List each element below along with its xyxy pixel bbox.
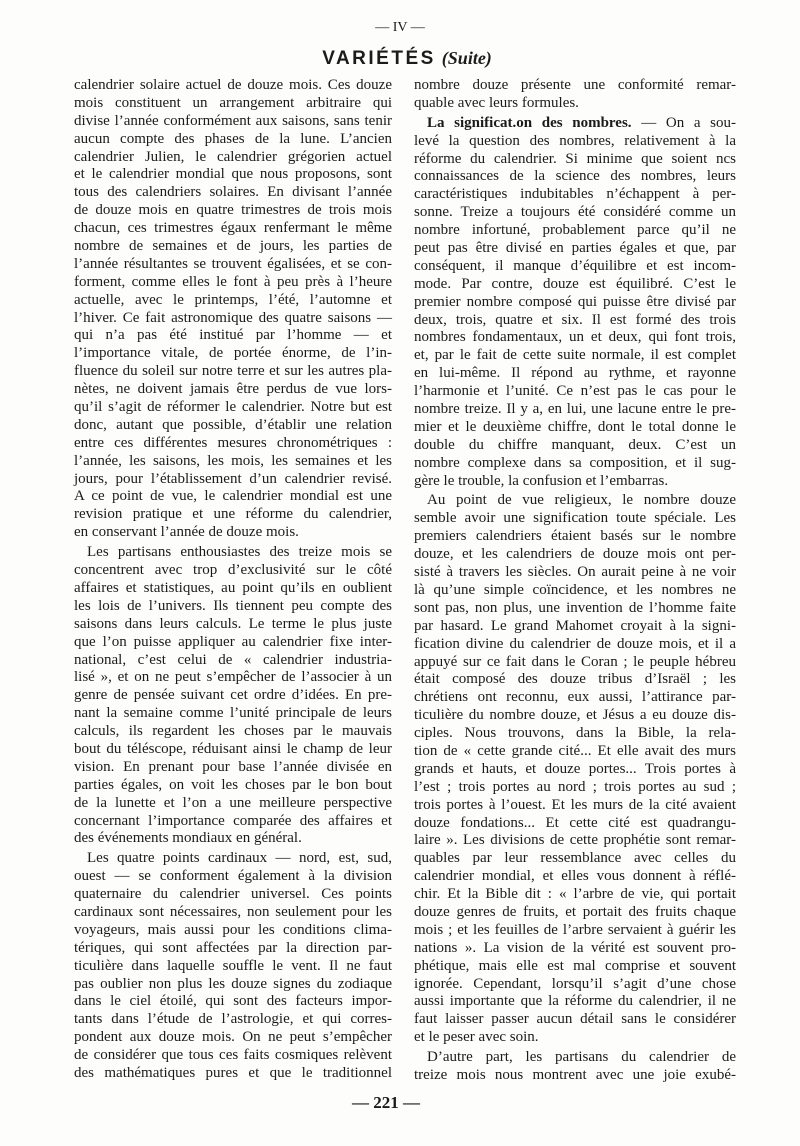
text-line: douze, et les calendriers de douze mois ont per- bbox=[414, 546, 736, 563]
text-line: premiers calendriers étaient basés sur le nombre bbox=[414, 528, 736, 545]
text-line: et le calendrier mondial que nous proposons, sont bbox=[74, 166, 392, 183]
section-heading: La significat.on des nombres. bbox=[427, 114, 632, 131]
text-line: Les partisans enthousiastes des treize mois se bbox=[87, 544, 392, 561]
text-line: deux, trois, quatre et six. Il est formé des trois bbox=[414, 311, 736, 328]
text-line: chacun, ces trimestres égaux renfermant le même bbox=[74, 220, 392, 237]
text-line: l’importance vitale, de portée énorme, de l’in- bbox=[74, 345, 392, 362]
text-line: aussi importante que la réforme du calendrier, il ne bbox=[414, 993, 736, 1010]
text-line: lisé », et on ne peut s’empêcher de l’associer à un bbox=[74, 669, 392, 686]
text-line: l’année résultantes se trouvent égalisées, et se con- bbox=[74, 255, 392, 272]
text-line: mier et le deuxième chiffre, dont le total donne le bbox=[414, 418, 736, 435]
text-line: voyageurs, mais aussi pour les conditions clima- bbox=[74, 921, 392, 938]
text-line: par hasard. Le grand Mahomet croyait à la signi- bbox=[414, 617, 736, 634]
text-line: nombres fondamentaux, un et deux, qui font trois, bbox=[414, 329, 736, 346]
text-line: concernant l’importance comparée des affaires et bbox=[74, 812, 392, 829]
text-line: affaires et statistiques, au point qu’ils en oublient bbox=[74, 579, 392, 596]
text-line: conséquent, il manque d’équilibre et est incom- bbox=[414, 257, 736, 274]
text-line: ticulière du nombre douze, et Jésus a eu douze dis- bbox=[414, 707, 736, 724]
page-number: — 221 — bbox=[352, 1093, 420, 1112]
text-line: nombre treize. Il y a, en lui, une lacune entre le pre- bbox=[414, 401, 736, 418]
text-line: Les quatre points cardinaux — nord, est, sud, bbox=[87, 850, 392, 867]
text-line: sont pas, non plus, une invention de l’homme faite bbox=[414, 599, 736, 616]
left-column bbox=[74, 77, 392, 1083]
text-line: de la lunette et l’on a une meilleure perspective bbox=[74, 794, 392, 811]
text-line: concentrent avec trop d’exclusivité sur le côté bbox=[74, 562, 392, 579]
text-line: qui n’a pas été institué par l’homme — et bbox=[74, 327, 392, 344]
text-line: était composé des douze tribus d’Israël ; les bbox=[414, 671, 736, 688]
text-line: bout du téléscope, réduisant ainsi le champ de leur bbox=[74, 740, 392, 757]
text-line: en lui-même. Il répond au rythme, et rayonne bbox=[414, 365, 736, 382]
text-line: nombre infortuné, probablement parce qu’il ne bbox=[414, 222, 736, 239]
text-line: calendrier mondial, et elles vous donnent à réflé- bbox=[414, 868, 736, 885]
text-line: trois portes à l’ouest. Et les murs de la cité avaient bbox=[414, 796, 736, 813]
text-line: ciples. Nous trouvons, dans la Bible, la rela- bbox=[414, 725, 736, 742]
text-line: tous des calendriers solaires. En divisant l’année bbox=[74, 184, 392, 201]
text-line: divise l’année conformément aux saisons, sans tenir bbox=[74, 112, 392, 129]
text-line: et le peser avec soin. bbox=[414, 1029, 539, 1046]
text-line: fluence du soleil sur notre terre et sur les autres pla- bbox=[74, 363, 392, 380]
text-line: appuyé sur ce fait dans le Coran ; le peuple hébreu bbox=[414, 653, 736, 670]
text-line: l’harmonie et l’unité. Ce n’est pas le cas pour le bbox=[414, 383, 736, 400]
text-line: A ce point de vue, le calendrier mondial est une bbox=[74, 488, 392, 505]
text-line: tériques, qui sont affectées par la direction par- bbox=[74, 939, 392, 956]
text-line: douze genres de fruits, et portait des fruits chaque bbox=[414, 903, 736, 920]
text-line: qu’il s’agit de réformer le calendrier. Notre but est bbox=[74, 399, 392, 416]
text-line: douze fondations... Et cette cité est quadrangu- bbox=[414, 814, 736, 831]
text-line: faut laisser passer aucun détail sans le considérer bbox=[414, 1011, 736, 1028]
text-line: ignorée. Cependant, lorsqu’il s’agit d’une chose bbox=[414, 975, 736, 992]
text-line: fication divine du calendrier de douze mois, et il a bbox=[414, 635, 736, 652]
text-line: réforme du calendrier. Si minime que soient ncs bbox=[414, 150, 736, 167]
text-line: semble avoir une signification toute spéciale. Les bbox=[414, 510, 736, 527]
text-line: double du chiffre manquant, deux. C’est un bbox=[414, 436, 736, 453]
text-line: entre ces différentes mesures chronométriques : bbox=[74, 434, 392, 451]
text-line: national, c’est celui de « calendrier industria- bbox=[74, 651, 392, 668]
text-line bbox=[414, 115, 736, 133]
paragraph bbox=[414, 492, 736, 1047]
section-heading-continuation: — On a sou- bbox=[641, 114, 736, 131]
text-line: des événements mondiaux en général. bbox=[74, 830, 302, 847]
text-line: laire ». Les divisions de cette prophétie sont remar- bbox=[414, 832, 736, 849]
paragraph bbox=[74, 544, 392, 848]
text-line: ticulière dans laquelle souffle le vent. Il ne faut bbox=[74, 957, 392, 974]
text-line: l’hiver. Ce fait astronomique des quatre saisons — bbox=[74, 309, 392, 326]
text-line: grands et hauts, et douze portes... Trois portes à bbox=[414, 760, 736, 777]
text-line: calendrier Julien, le calendrier grégorien actuel bbox=[74, 148, 392, 165]
text-line: et, par le fait de cette suite normale, il est complet bbox=[414, 347, 736, 364]
text-line: quable avec leurs formules. bbox=[414, 94, 579, 111]
paragraph bbox=[74, 77, 392, 542]
text-line: genre de pensée suivant cet ordre d’idées. En pre- bbox=[74, 687, 392, 704]
text-line: tion de « cette grande cité... Et elle avait des murs bbox=[414, 742, 736, 759]
text-line: pondent aux douze mois. On ne peut s’empêcher bbox=[74, 1029, 392, 1046]
text-line: nombre douze présente une conformité remar- bbox=[414, 77, 736, 93]
text-line: treize mois nous montrent avec une joie exubé- bbox=[414, 1066, 736, 1083]
text-line: mode. Par contre, douze est équilibré. C’est le bbox=[414, 275, 736, 292]
text-line: premier nombre composé qui puisse être divisé par bbox=[414, 293, 736, 310]
right-column bbox=[414, 77, 736, 1085]
text-line: en conservant l’année de douze mois. bbox=[74, 524, 299, 541]
text-line: vision. En prenant pour base l’année divisée en bbox=[74, 758, 392, 775]
text-line: sisté à travers les siècles. On aurait peine à ne voir bbox=[414, 564, 736, 581]
text-line: saisons dans leurs calculs. Le terme le plus juste bbox=[74, 615, 392, 632]
text-line: pas oublier non plus les douze signes du zodiaque bbox=[74, 975, 392, 992]
text-line: peut pas être divisé en parties égales et que, par bbox=[414, 240, 736, 257]
title-main: VARIÉTÉS bbox=[322, 48, 436, 69]
text-line: revision pratique et une réforme du calendrier, bbox=[74, 506, 392, 523]
text-line: les lois de l’univers. Ils tiennent peu compte des bbox=[74, 597, 392, 614]
paragraph bbox=[414, 1049, 736, 1085]
page-title bbox=[0, 46, 800, 72]
text-line: cardinaux sont nécessaires, non seulement pour les bbox=[74, 903, 392, 920]
text-line: chir. Et la Bible dit : « l’arbre de vie, qui portait bbox=[414, 886, 736, 903]
paragraph bbox=[74, 850, 392, 1083]
text-line: gère le trouble, la confusion et l’embarras. bbox=[414, 472, 669, 489]
text-line: de douze mois en quatre trimestres de trois mois bbox=[74, 202, 392, 219]
text-line: calculs, ils regardent les choses par le mauvais bbox=[74, 723, 392, 740]
title-subtitle: (Suite) bbox=[441, 48, 492, 68]
text-line: quaternaire du calendrier universel. Ces points bbox=[74, 886, 392, 903]
text-line: tants dans l’étude de l’astrologie, et qui corres- bbox=[74, 1011, 392, 1028]
text-line: levé la question des nombres, relativement à la bbox=[414, 132, 736, 149]
text-line: quables par leur ressemblance avec celles du bbox=[414, 850, 736, 867]
paragraph bbox=[414, 115, 736, 491]
text-line: nètes, ne doivent jamais être perdus de vue lors- bbox=[74, 381, 392, 398]
text-line: calendrier solaire actuel de douze mois. Ces douze bbox=[74, 77, 392, 93]
text-line: parties égales, on voit les choses par le bon bout bbox=[74, 776, 392, 793]
text-line: des mathématiques pures et que le traditionnel bbox=[74, 1064, 392, 1081]
text-line: dans le ciel étoilé, qui sont des facteurs impor- bbox=[74, 993, 392, 1010]
paragraph bbox=[414, 77, 736, 113]
text-line: que l’on puisse appliquer au calendrier fixe inter- bbox=[74, 633, 392, 650]
text-line: forment, comme elles le font à peu près à l’heure bbox=[74, 273, 392, 290]
text-line: jours, pour l’établissement d’un calendrier revisé. bbox=[74, 470, 392, 487]
text-line: mois constituent un arrangement arbitraire qui bbox=[74, 94, 392, 111]
text-line: phétique, mais elle est mal comprise et souvent bbox=[414, 957, 736, 974]
text-line: nombre de semaines et de jours, les parties de bbox=[74, 238, 392, 255]
section-number: — IV — bbox=[375, 20, 425, 35]
text-line: chrétiens ont reconnu, eux aussi, l’attirance par- bbox=[414, 689, 736, 706]
text-line: caractéristiques indubitables n’échappent à per- bbox=[414, 186, 736, 203]
text-line: actuelle, avec le printemps, l’été, l’automne et bbox=[74, 291, 392, 308]
text-line: là qu’une simple coïncidence, et les nombres ne bbox=[414, 581, 736, 598]
text-line: ouest — se conforment également à la division bbox=[74, 868, 392, 885]
text-line: nant la semaine comme l’unité principale de leurs bbox=[74, 705, 392, 722]
text-line: l’est ; trois portes au nord ; trois portes au sud ; bbox=[414, 778, 736, 795]
text-line: D’autre part, les partisans du calendrier de bbox=[427, 1049, 736, 1066]
text-line: l’année, les saisons, les mois, les semaines et les bbox=[74, 452, 392, 469]
text-line: connaissances de la science des nombres, leurs bbox=[414, 168, 736, 185]
text-line: Au point de vue religieux, le nombre douze bbox=[427, 492, 736, 509]
text-line: aucun compte des phases de la lune. L’ancien bbox=[74, 130, 392, 147]
text-line: nations ». La vision de la vérité est souvent pro- bbox=[414, 939, 736, 956]
text-line: mois ; et les feuilles de l’arbre servaient à guérir les bbox=[414, 921, 736, 938]
text-line: nombre complexe dans sa composition, et il sug- bbox=[414, 454, 736, 471]
text-line: sonne. Treize a toujours été considéré comme un bbox=[414, 204, 736, 221]
text-line: donc, autant que possible, d’établir une relation bbox=[74, 416, 392, 433]
text-line: de considérer que tous ces faits cosmiques relèvent bbox=[74, 1047, 392, 1064]
